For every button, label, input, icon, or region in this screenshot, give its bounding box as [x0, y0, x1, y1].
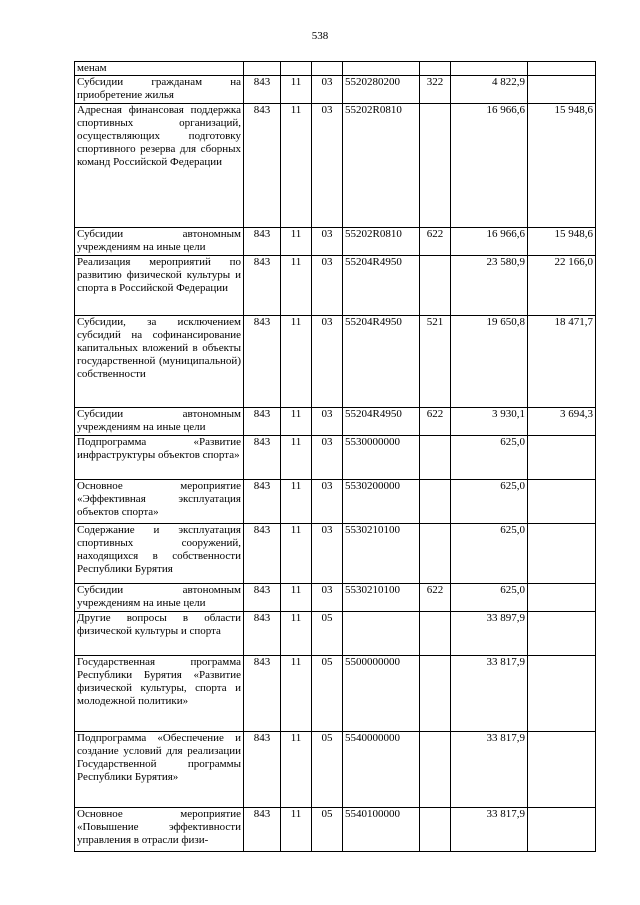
table-row: [75, 584, 596, 612]
admin-code: 843: [244, 808, 281, 852]
row-name: Субсидии автономным учреждениям на иные цели: [75, 408, 244, 436]
table-row: [75, 408, 596, 436]
row-name: Основное мероприятие «Повышение эффективности управления в отрасли физи-: [75, 808, 244, 852]
amount-2: 3 694,3: [528, 408, 596, 436]
row-name: Адресная финансовая поддержка спортивных организаций, осуществляющих подготовку спортивного резерва для сборных команд Российской Федерации: [75, 104, 244, 228]
expense-type-code: [420, 62, 451, 76]
amount-2: 15 948,6: [528, 104, 596, 228]
amount-1: 33 817,9: [451, 656, 528, 732]
subsection-code: 03: [312, 436, 343, 480]
subsection-code: 03: [312, 524, 343, 584]
amount-2: [528, 808, 596, 852]
table-row: [75, 656, 596, 732]
section-code: 11: [281, 808, 312, 852]
amount-1: 625,0: [451, 584, 528, 612]
target-code: 55204R4950: [343, 408, 420, 436]
subsection-code: [312, 62, 343, 76]
amount-2: [528, 62, 596, 76]
expense-type-code: [420, 656, 451, 732]
amount-1: 4 822,9: [451, 76, 528, 104]
target-code: 55202R0810: [343, 104, 420, 228]
target-code: 55204R4950: [343, 256, 420, 316]
admin-code: 843: [244, 316, 281, 408]
section-code: 11: [281, 480, 312, 524]
section-code: 11: [281, 436, 312, 480]
admin-code: 843: [244, 524, 281, 584]
amount-2: [528, 436, 596, 480]
amount-1: 3 930,1: [451, 408, 528, 436]
amount-1: 33 897,9: [451, 612, 528, 656]
row-name: менам: [75, 62, 244, 76]
subsection-code: 03: [312, 408, 343, 436]
amount-2: [528, 480, 596, 524]
admin-code: 843: [244, 656, 281, 732]
row-name: Субсидии автономным учреждениям на иные цели: [75, 584, 244, 612]
subsection-code: 05: [312, 808, 343, 852]
row-name: Субсидии гражданам на приобретение жилья: [75, 76, 244, 104]
expense-type-code: 622: [420, 408, 451, 436]
table-row: [75, 612, 596, 656]
target-code: 55204R4950: [343, 316, 420, 408]
target-code: 5540000000: [343, 732, 420, 808]
section-code: 11: [281, 104, 312, 228]
amount-1: 16 966,6: [451, 228, 528, 256]
table-row: [75, 732, 596, 808]
subsection-code: 03: [312, 228, 343, 256]
target-code: 55202R0810: [343, 228, 420, 256]
target-code: [343, 62, 420, 76]
section-code: 11: [281, 228, 312, 256]
row-name: Государственная программа Республики Бурятия «Развитие физической культуры, спорта и молодежной политики»: [75, 656, 244, 732]
expense-type-code: 322: [420, 76, 451, 104]
page-number: 538: [311, 30, 329, 42]
amount-1: [451, 62, 528, 76]
subsection-code: 03: [312, 76, 343, 104]
amount-1: 23 580,9: [451, 256, 528, 316]
row-name: Другие вопросы в области физической культуры и спорта: [75, 612, 244, 656]
row-name: Содержание и эксплуатация спортивных сооружений, находящихся в собственности Республики Бурятия: [75, 524, 244, 584]
target-code: 5530210100: [343, 524, 420, 584]
table-row: [75, 76, 596, 104]
section-code: 11: [281, 656, 312, 732]
admin-code: 843: [244, 436, 281, 480]
amount-1: 625,0: [451, 524, 528, 584]
subsection-code: 05: [312, 732, 343, 808]
target-code: 5530000000: [343, 436, 420, 480]
budget-table: [74, 61, 596, 852]
expense-type-code: 622: [420, 228, 451, 256]
table-row: [75, 436, 596, 480]
subsection-code: 03: [312, 256, 343, 316]
row-name: Подпрограмма «Обеспечение и создание условий для реализации Государственной программы Республики Бурятия»: [75, 732, 244, 808]
admin-code: 843: [244, 408, 281, 436]
admin-code: 843: [244, 256, 281, 316]
section-code: 11: [281, 76, 312, 104]
section-code: [281, 62, 312, 76]
amount-1: 625,0: [451, 436, 528, 480]
section-code: 11: [281, 316, 312, 408]
expense-type-code: [420, 104, 451, 228]
expense-type-code: [420, 808, 451, 852]
amount-2: [528, 732, 596, 808]
expense-type-code: [420, 436, 451, 480]
amount-2: [528, 656, 596, 732]
table-body: [75, 62, 596, 852]
table-row: [75, 228, 596, 256]
subsection-code: 03: [312, 584, 343, 612]
expense-type-code: [420, 256, 451, 316]
expense-type-code: [420, 480, 451, 524]
section-code: 11: [281, 256, 312, 316]
target-code: 5530200000: [343, 480, 420, 524]
admin-code: 843: [244, 76, 281, 104]
amount-1: 16 966,6: [451, 104, 528, 228]
amount-1: 625,0: [451, 480, 528, 524]
amount-1: 19 650,8: [451, 316, 528, 408]
section-code: 11: [281, 584, 312, 612]
row-name: Основное мероприятие «Эффективная эксплуатация объектов спорта»: [75, 480, 244, 524]
expense-type-code: [420, 524, 451, 584]
admin-code: 843: [244, 480, 281, 524]
admin-code: 843: [244, 732, 281, 808]
subsection-code: 03: [312, 480, 343, 524]
table-row: [75, 62, 596, 76]
section-code: 11: [281, 408, 312, 436]
admin-code: [244, 62, 281, 76]
admin-code: 843: [244, 104, 281, 228]
amount-2: 15 948,6: [528, 228, 596, 256]
section-code: 11: [281, 524, 312, 584]
expense-type-code: 622: [420, 584, 451, 612]
amount-2: [528, 584, 596, 612]
row-name: Реализация мероприятий по развитию физической культуры и спорта в Российской Федерации: [75, 256, 244, 316]
admin-code: 843: [244, 228, 281, 256]
target-code: 5500000000: [343, 656, 420, 732]
amount-2: 18 471,7: [528, 316, 596, 408]
amount-2: 22 166,0: [528, 256, 596, 316]
target-code: 5540100000: [343, 808, 420, 852]
target-code: 5530210100: [343, 584, 420, 612]
target-code: [343, 612, 420, 656]
admin-code: 843: [244, 612, 281, 656]
row-name: Субсидии, за исключением субсидий на софинансирование капитальных вложений в объекты государственной (муниципальной) собственности: [75, 316, 244, 408]
row-name: Подпрограмма «Развитие инфраструктуры объектов спорта»: [75, 436, 244, 480]
amount-2: [528, 612, 596, 656]
table-row: [75, 808, 596, 852]
amount-1: 33 817,9: [451, 808, 528, 852]
admin-code: 843: [244, 584, 281, 612]
amount-2: [528, 524, 596, 584]
table-row: [75, 524, 596, 584]
row-name: Субсидии автономным учреждениям на иные цели: [75, 228, 244, 256]
section-code: 11: [281, 612, 312, 656]
expense-type-code: 521: [420, 316, 451, 408]
subsection-code: 03: [312, 316, 343, 408]
section-code: 11: [281, 732, 312, 808]
amount-2: [528, 76, 596, 104]
target-code: 5520280200: [343, 76, 420, 104]
amount-1: 33 817,9: [451, 732, 528, 808]
table-row: [75, 316, 596, 408]
table-row: [75, 104, 596, 228]
subsection-code: 05: [312, 612, 343, 656]
table-row: [75, 256, 596, 316]
subsection-code: 05: [312, 656, 343, 732]
expense-type-code: [420, 732, 451, 808]
subsection-code: 03: [312, 104, 343, 228]
table-row: [75, 480, 596, 524]
expense-type-code: [420, 612, 451, 656]
